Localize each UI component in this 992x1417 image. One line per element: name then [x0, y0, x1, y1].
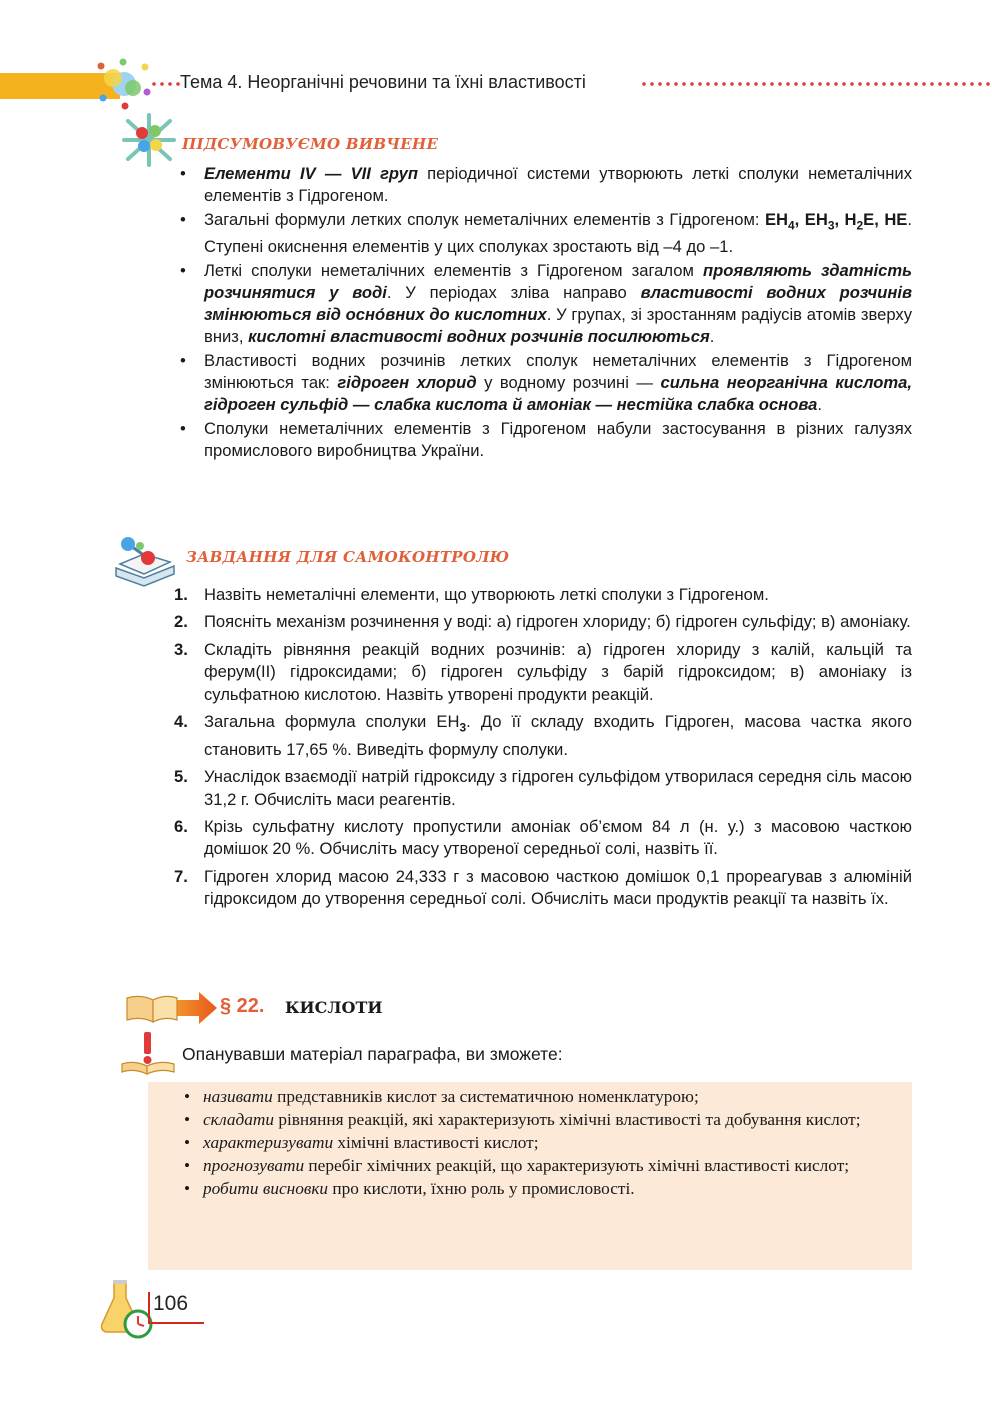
summary-item: [178, 260, 912, 349]
header-title: Тема 4. Неорганічні речовини та їхні властивості: [180, 72, 586, 92]
task-item: [172, 711, 912, 761]
task-item: [172, 816, 912, 861]
text-segment: Леткі сполуки неметалічних елементів з Гідрогеном загалом: [204, 260, 703, 280]
task-item: [172, 584, 912, 606]
text-segment: Загальна формула сполуки ЕН: [204, 712, 460, 732]
text-segment: . У групах, зі зростанням радіусів атомів зверху вниз,: [204, 305, 912, 347]
task-list: [172, 584, 912, 916]
text-segment: Загальні формули летких сполук неметалічних елементів з Гідрогеном:: [204, 209, 765, 229]
task-number: 1.: [174, 585, 188, 604]
summary-item: [178, 350, 912, 417]
text-segment: Сполуки неметалічних елементів з Гідрогеном набули застосування в різних галузях промислового виробництва України.: [204, 418, 912, 460]
task-number: 5.: [174, 767, 188, 787]
summary-item: [178, 209, 912, 259]
molecule-icon: [95, 58, 153, 110]
text-segment: ,: [794, 209, 805, 229]
summary-item: [178, 418, 912, 463]
text-segment: у водному розчині —: [476, 372, 661, 392]
goals-intro: Опанувавши матеріал параграфа, ви зможете:: [182, 1044, 563, 1064]
text-segment: проявляють здатність розчинятися у воді: [204, 260, 912, 302]
text-segment: хімічні властивості кислот;: [333, 1133, 539, 1152]
text-segment: 3: [459, 720, 467, 735]
page-number-line-vertical: [148, 1292, 150, 1324]
summary-list: [178, 163, 912, 463]
goal-item: [182, 1178, 900, 1200]
text-segment: називати: [203, 1087, 273, 1106]
text-segment: Складіть рівняння реакцій водних розчинів: а) гідроген хлориду з калій, кальцій та ферум(ІІ) гідроксидами; б) гідроген сульфіду з барій гідроксидом; в) амоніаку із сульфатною кислотою. Назвіть утворені продукти реакцій.: [204, 639, 912, 704]
task-item: [172, 639, 912, 706]
goal-item: [182, 1132, 900, 1154]
text-segment: періодичної системи утворюють леткі сполуки неметалічних елементів з Гідрогеном.: [204, 164, 912, 206]
text-segment: , Н: [834, 209, 857, 229]
text-segment: ЕН: [764, 209, 789, 229]
text-segment: . Ступені окиснення елементів у цих сполуках зростають від –4 до –1.: [204, 209, 912, 257]
header-dots-left: [150, 79, 180, 89]
task-number: 4.: [174, 712, 188, 732]
text-segment: гідроген хлорид: [337, 372, 477, 392]
page-number: 106: [153, 1292, 189, 1315]
text-segment: Елементи IV — VII груп: [204, 164, 418, 183]
text-segment: 4: [788, 217, 795, 232]
text-segment: робити висновки: [203, 1179, 329, 1198]
text-segment: складати: [203, 1110, 274, 1129]
text-segment: Гідроген хлорид масою 24,333 г з масовою часткою домішок 0,1 прореагував з алюміній гідроксидом до утворення середньої солі. Обчисліть маси продуктів реакції та назвіть їх.: [204, 866, 912, 909]
book-molecule-icon: [112, 534, 178, 588]
task-number: 7.: [174, 866, 188, 886]
exclamation-book-icon: [120, 1030, 176, 1076]
text-segment: властивості водних розчинів змінюються від осно́вних до кислотних: [204, 282, 912, 325]
paragraph-number: § 22.: [220, 995, 265, 1017]
text-segment: ЕН: [804, 209, 828, 229]
task-item: [172, 866, 912, 911]
text-segment: 2: [856, 217, 864, 232]
open-book-arrow-icon: [125, 990, 217, 1026]
text-segment: Е, НЕ: [863, 209, 908, 229]
task-item: [172, 611, 912, 633]
text-segment: кислотні властивості водних розчинів посилюються: [248, 327, 710, 347]
task-number: 6.: [174, 816, 188, 836]
text-segment: перебіг хімічних реакцій, що характеризують хімічні властивості кислот;: [304, 1156, 850, 1175]
text-segment: Поясніть механізм розчинення у воді: а) гідроген хлориду; б) гідроген сульфіду; в) амоніаку.: [204, 612, 911, 632]
text-segment: .: [817, 395, 822, 415]
goal-item: [182, 1155, 900, 1177]
paragraph-title: КИСЛОТИ: [285, 998, 383, 1017]
goal-item: [182, 1109, 900, 1131]
text-segment: . До її складу входить Гідроген, масова частка якого становить 17,65 %. Виведіть формулу сполуки.: [204, 712, 912, 759]
page-number-line-horizontal: [148, 1322, 204, 1324]
text-segment: представників кислот за систематичною номенклатурою;: [272, 1087, 699, 1106]
text-segment: . У періодах зліва направо: [386, 282, 641, 302]
goals-list: [182, 1086, 900, 1201]
text-segment: Крізь сульфатну кислоту пропустили амоніак об’ємом 84 л (н. у.) з масовою часткою домішок 20 %. Обчисліть масу утвореної середньої солі, назвіть її.: [204, 816, 912, 859]
task-number: 2.: [174, 612, 188, 632]
task-number: 3.: [174, 639, 188, 659]
flask-clock-icon: [98, 1280, 160, 1340]
text-segment: Назвіть неметалічні елементи, що утворюють леткі сполуки з Гідрогеном.: [204, 585, 769, 604]
text-segment: про кислоти, їхню роль у промисловості.: [328, 1179, 635, 1198]
goal-item: [182, 1086, 900, 1108]
text-segment: .: [709, 327, 715, 347]
tasks-title: ЗАВДАННЯ ДЛЯ САМОКОНТРОЛЮ: [186, 548, 510, 566]
text-segment: сильна неорганічна кислота, гідроген сульфід — слабка кислота й амоніак — нестійка слабка основа: [204, 372, 912, 415]
text-segment: характеризувати: [203, 1133, 334, 1152]
header-dots-right: [640, 79, 990, 89]
text-segment: Властивості водних розчинів летких сполук неметалічних елементів з Гідрогеном змінюються так:: [204, 350, 912, 392]
summary-molecule-icon: [122, 113, 176, 167]
text-segment: 3: [827, 217, 835, 232]
summary-item: [178, 163, 912, 208]
summary-title: ПІДСУМОВУЄМО ВИВЧЕНЕ: [182, 135, 439, 153]
task-item: [172, 766, 912, 811]
text-segment: Унаслідок взаємодії натрій гідроксиду з гідроген сульфідом утворилася середня сіль масою 31,2 г. Обчисліть маси реагентів.: [204, 767, 912, 809]
text-segment: прогнозувати: [203, 1156, 305, 1175]
text-segment: рівняння реакцій, які характеризують хімічні властивості та добування кислот;: [274, 1110, 861, 1129]
